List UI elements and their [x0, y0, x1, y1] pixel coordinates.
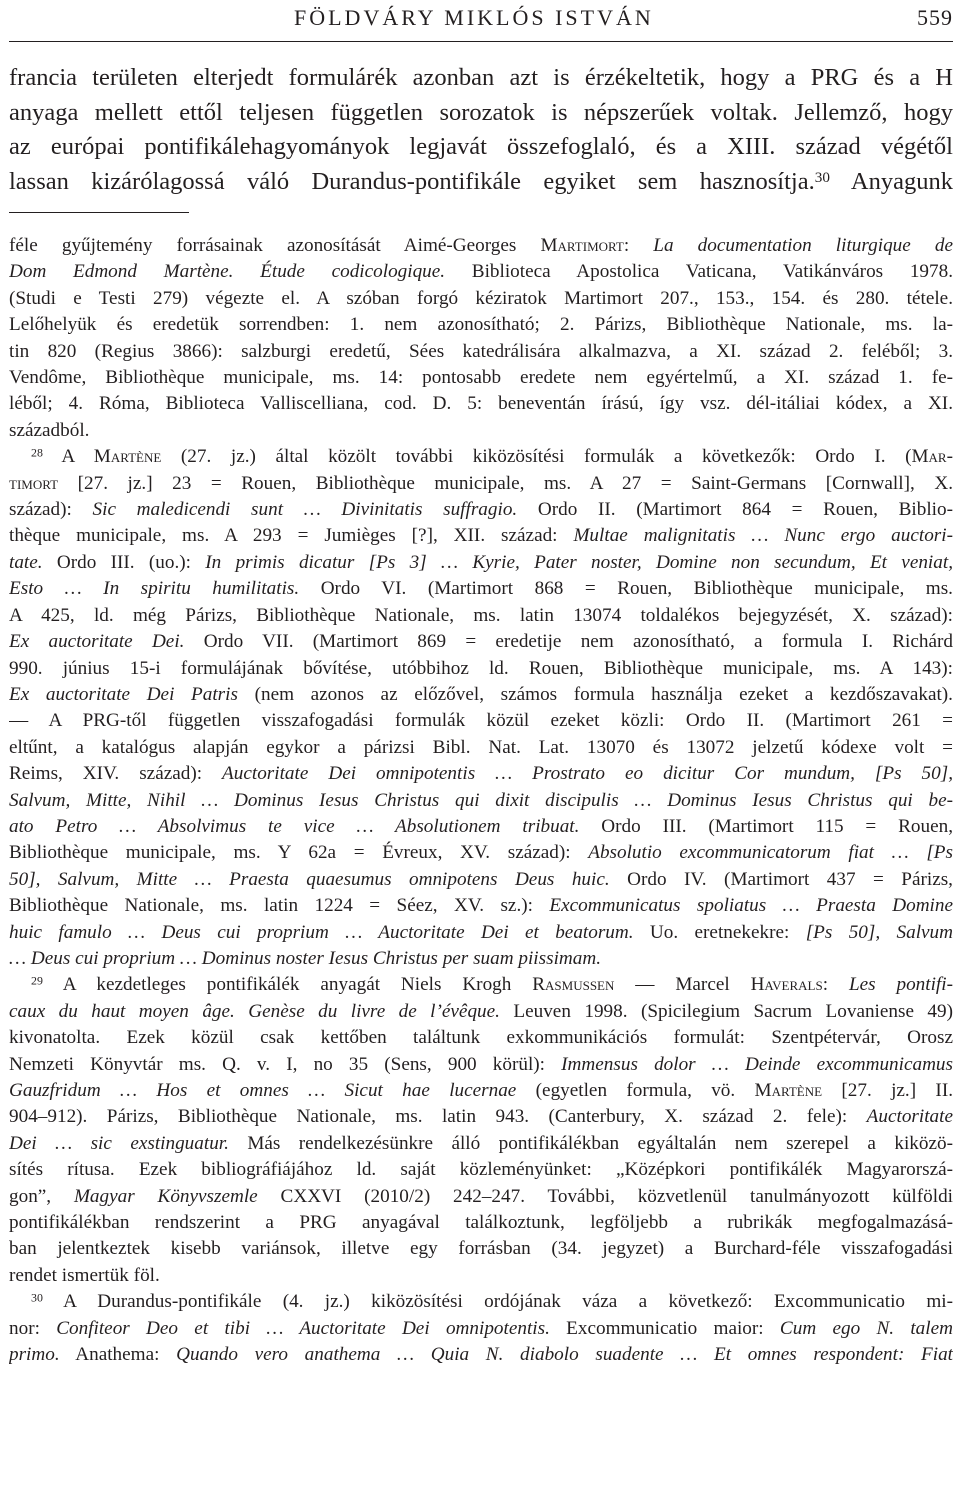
italic-segment: … Deus cui proprium … Dominus noster Iesus Christus per suam piissimam.	[9, 947, 602, 969]
footnote-line	[9, 233, 953, 259]
footnote-number: 29	[31, 974, 43, 989]
italic-segment: huic famulo … Deus cui proprium … Auctoritate Dei et beatorum.	[9, 921, 634, 943]
italic-segment: Dom Edmond Martène. Étude codicologique.	[9, 261, 446, 283]
footnote-line	[9, 946, 953, 972]
running-title: FÖLDVÁRY MIKLÓS ISTVÁN	[294, 5, 654, 30]
italic-segment: Ex auctoritate Dei.	[9, 631, 185, 653]
text-segment: (egyetlen formula, vö.	[516, 1080, 755, 1101]
footnote-line	[9, 788, 953, 814]
text-segment: Más rendelkezésünkre álló pontifikálékban egyáltalán nem szerepel a kiközö-	[228, 1132, 953, 1154]
italic-segment: Quando vero anathema … Quia N. diabolo suadente … Et omnes respondent: Fiat	[176, 1344, 953, 1366]
text-segment: [27. jz.] 23 = Rouen, Bibliothèque municipale, ms. A 27 = Saint-Germans [Cornwall], X.	[58, 472, 953, 494]
text-segment: Anyagunk	[850, 167, 953, 195]
text-segment: gon”,	[9, 1185, 74, 1207]
italic-segment: Ex auctoritate Dei Patris	[9, 683, 238, 705]
text-segment: Ordo IV. (Martimort 437 = Párizs,	[609, 868, 953, 890]
text-line: anyaga mellett ettől teljesen független sorozatok is népszerűek voltak. Jellemző, hogy	[9, 98, 953, 126]
footnote-line: ban jelentkeztek kisebb variánsok, illetve egy forrásban (34. jegyzet) a Burchard-féle visszafogadási	[9, 1238, 953, 1260]
italic-segment: In primis dicatur [Ps 3] … Kyrie, Pater noster, Domine non secundum, Et veniat,	[205, 551, 953, 573]
text-segment: Ordo III. (Martimort 115 = Rouen,	[579, 815, 953, 837]
footnote-line	[9, 523, 953, 549]
footnote-line: (Studi e Testi 279) végezte el. A szóban forgó kéziratok Martimort 207., 153., 154. és 280. tétele.	[9, 287, 953, 309]
author-name: Martène	[93, 446, 162, 468]
footnote-line	[9, 1052, 953, 1078]
footnote-line	[9, 814, 953, 840]
footnote-line: rendet ismertük föl.	[9, 1264, 160, 1286]
footnote-separator	[9, 212, 189, 213]
text-segment: CXXVI (2010/2) 242–247. További, közvetlenül tanulmányozott külföldi	[257, 1185, 953, 1207]
author-name: Martène	[754, 1080, 823, 1101]
text-segment: A	[42, 446, 94, 468]
author-name: Martimort	[540, 235, 624, 256]
italic-segment: Dei … sic exstinguatur.	[9, 1132, 229, 1154]
footnote-line: századból.	[9, 419, 90, 441]
text-line: francia területen elterjedt formulárék azonban azt is érzékeltetik, hogy a PRG és a H	[9, 64, 953, 91]
footnote-line: kivonatolta. Ezek közül csak kettőben találtunk exkommunikációs formulát: Szentpétervár, Orosz	[9, 1027, 953, 1049]
footnote-line: A 425, ld. még Párizs, Bibliothèque Nationale, ms. latin 13074 toldalékos bejegyzését, X. század):	[9, 604, 953, 626]
footnote-line: sítés rítusa. Ezek bibliográfiájához ld. saját közleményünket: „Középkori pontifikálék Magyarorszá-	[9, 1159, 953, 1181]
footnote-line	[9, 1104, 953, 1130]
text-segment: 904–912). Párizs, Bibliothèque Nationale, ms. latin 943. (Canterbury, X. század 2. fele):	[9, 1106, 867, 1128]
italic-segment: Auctoritate	[866, 1106, 953, 1128]
text-segment: nor:	[9, 1317, 57, 1339]
text-segment: Ordo II. (Martimort 864 = Rouen, Biblio-	[517, 499, 953, 521]
text-segment: Uo. eretnekekre:	[633, 921, 806, 943]
main-text	[9, 61, 953, 199]
footnote-line	[9, 550, 953, 576]
text-segment: :	[822, 974, 849, 996]
italic-segment: [Ps 50], Salvum	[805, 921, 953, 943]
text-segment: Ordo III. (uo.):	[42, 551, 206, 573]
italic-segment: ato Petro … Absolvimus te vice … Absolutionem tribuat.	[9, 815, 580, 837]
text-segment: — Marcel	[614, 974, 751, 996]
text-segment: thèque municipale, ms. A 293 = Jumièges [?], XII. század:	[9, 525, 574, 547]
author-name: Mar-	[911, 446, 953, 468]
text-segment: Bibliothèque municipale, ms. Y 62a = Évreux, XV. század):	[9, 842, 589, 864]
footnotes	[9, 233, 953, 1368]
text-segment: Biblioteca Apostolica Vaticana, Vatikánváros 1978.	[445, 261, 953, 283]
text-segment: A kezdetleges pontifikálék anyagát Niels Krogh	[42, 974, 533, 996]
footnote-line: léből; 4. Róma, Biblioteca Valliscelliana, cod. D. 5: beneventán írású, így vsz. dél-itáliai kódex, a XI.	[9, 393, 953, 415]
text-segment: [27. jz.] II.	[822, 1080, 953, 1101]
italic-segment: Magyar Könyvszemle	[73, 1185, 258, 1207]
text-segment: :	[623, 235, 654, 256]
footnote-line	[9, 682, 953, 708]
italic-segment: Excommunicatus spoliatus … Praesta Domine	[549, 895, 953, 917]
text-segment: Reims, XIV. század):	[9, 763, 223, 785]
footnote-line	[9, 920, 953, 946]
text-segment: A Durandus-pontifikále (4. jz.) kiközösítési ordójának váza a következő: Excommunicatio mi-	[42, 1291, 953, 1313]
italic-segment: Auctoritate Dei omnipotentis … Prostrato eo dicitur Cor mundum, [Ps 50],	[222, 763, 953, 785]
italic-segment: primo.	[9, 1344, 60, 1366]
author-name: Rasmussen	[532, 974, 615, 996]
italic-segment: Cum ego N. talem	[779, 1317, 953, 1339]
footnote-line: — A PRG-től független visszafogadási formulák közül ezeket közli: Ordo II. (Martimort 261 =	[9, 710, 953, 732]
author-name: Haverals	[750, 974, 823, 996]
footnote-line	[9, 1131, 953, 1157]
footnote-line	[9, 576, 953, 602]
footnote-line	[9, 1289, 953, 1315]
text-segment: Ordo VII. (Martimort 869 = eredetije nem azonosítható, a formula I. Richárd	[184, 631, 953, 653]
text-segment: féle gyűjtemény forrásainak azonosítását Aimé-Georges	[9, 235, 541, 256]
footnote-number: 28	[31, 445, 43, 460]
footnote-line	[9, 1342, 953, 1368]
footnote-line	[9, 1078, 953, 1104]
header-rule	[9, 41, 953, 42]
text-segment: Leuven 1998. (Spicilegium Sacrum Lovaniense 49)	[499, 1000, 953, 1022]
footnote-number: 30	[31, 1290, 43, 1305]
text-segment: (nem azonos az előzővel, számos formula használja ezeket a kezdőszavakat).	[237, 683, 953, 705]
footnote-line	[9, 893, 953, 919]
italic-segment: 50], Salvum, Mitte … Praesta quaesumus omnipotens Deus huic.	[9, 868, 610, 890]
footnote-line	[9, 972, 953, 998]
italic-segment: Esto … In spiritu humilitatis.	[9, 578, 300, 600]
footnote-line: 990. június 15-i formulájának bővítése, utóbbihoz ld. Rouen, Bibliothèque municipale, ms. A 143):	[9, 657, 953, 679]
author-name: timort	[9, 472, 59, 494]
text-segment: (27. jz.) által közölt további kiközösítési formulák a következők: Ordo I. (	[161, 446, 912, 468]
italic-segment: La documentation liturgique de	[653, 235, 953, 256]
italic-segment: Salvum, Mitte, Nihil … Dominus Iesus Christus qui dixit discipulis … Dominus Iesus Christus qui be-	[9, 789, 953, 811]
text-segment: Anathema:	[59, 1344, 177, 1366]
italic-segment: Multae malignitatis … Nunc ergo auctori-	[573, 525, 953, 547]
text-line: az európai pontifikálehagyományok legjavát összefoglaló, és a XIII. század végétől	[9, 133, 953, 161]
footnote-line: eltűnt, a katalógus alapján egykor a párizsi Bibl. Nat. Lat. 13070 és 13072 jelzetű kódexe volt =	[9, 736, 953, 758]
text-segment: lassan kizárólagossá váló Durandus-pontifikále egyiket sem hasznosítja.	[9, 167, 815, 195]
footnote-ref: 30	[814, 168, 830, 186]
italic-segment: Confiteor Deo et tibi … Auctoritate Dei omnipotentis.	[56, 1317, 550, 1339]
italic-segment: Les pontifi-	[848, 974, 953, 996]
footnote-line: Lelőhelyük és eredetük sorrendben: 1. nem azonosítható; 2. Párizs, Bibliothèque Nationale, ms. la-	[9, 314, 953, 336]
footnote-line	[9, 471, 953, 497]
text-line	[9, 165, 953, 200]
footnote-line	[9, 444, 953, 470]
italic-segment: Gauzfridum … Hos et omnes … Sicut hae lucernae	[9, 1080, 517, 1101]
footnote-line	[9, 1316, 953, 1342]
footnote-line	[9, 867, 953, 893]
italic-segment: tate.	[9, 551, 43, 573]
text-segment: Bibliothèque Nationale, ms. latin 1224 = Séez, XV. sz.):	[9, 895, 550, 917]
footnote-line: tin 820 (Regius 3866): salzburgi eredetű, Sées katedrálisára alkalmazva, a XI. század 2. feléből; 3.	[9, 340, 953, 362]
footnote-line	[9, 999, 953, 1025]
footnote-line	[9, 1184, 953, 1210]
text-segment: Ordo VI. (Martimort 868 = Rouen, Bibliothèque municipale, ms.	[299, 578, 953, 600]
footnote-line	[9, 629, 953, 655]
text-segment: Excommunicatio maior:	[549, 1317, 780, 1339]
italic-segment: caux du haut moyen âge. Genèse du livre de l’évêque.	[9, 1000, 500, 1022]
text-segment: Nemzeti Könyvtár ms. Q. v. I, no 35 (Sens, 900 körül):	[9, 1053, 562, 1075]
footnote-line: pontifikálékban rendszerint a PRG anyagával találkoztunk, legföljebb a rubrikák megfogalmazásá-	[9, 1212, 953, 1234]
footnote-line	[9, 761, 953, 787]
footnote-line	[9, 259, 953, 285]
footnote-line: Vendôme, Bibliothèque municipale, ms. 14: pontosabb eredete nem egyértelmű, a XI. század 1. fe-	[9, 367, 953, 389]
italic-segment: Absolutio excommunicatorum fiat … [Ps	[588, 842, 953, 864]
page-number: 559	[917, 5, 953, 30]
italic-segment: Immensus dolor … Deinde excommunicamus	[561, 1053, 953, 1075]
text-segment: század):	[9, 499, 93, 521]
italic-segment: Sic maledicendi sunt … Divinitatis suffragio.	[92, 499, 518, 521]
footnote-line	[9, 840, 953, 866]
running-header	[9, 2, 953, 36]
footnote-line	[9, 497, 953, 523]
